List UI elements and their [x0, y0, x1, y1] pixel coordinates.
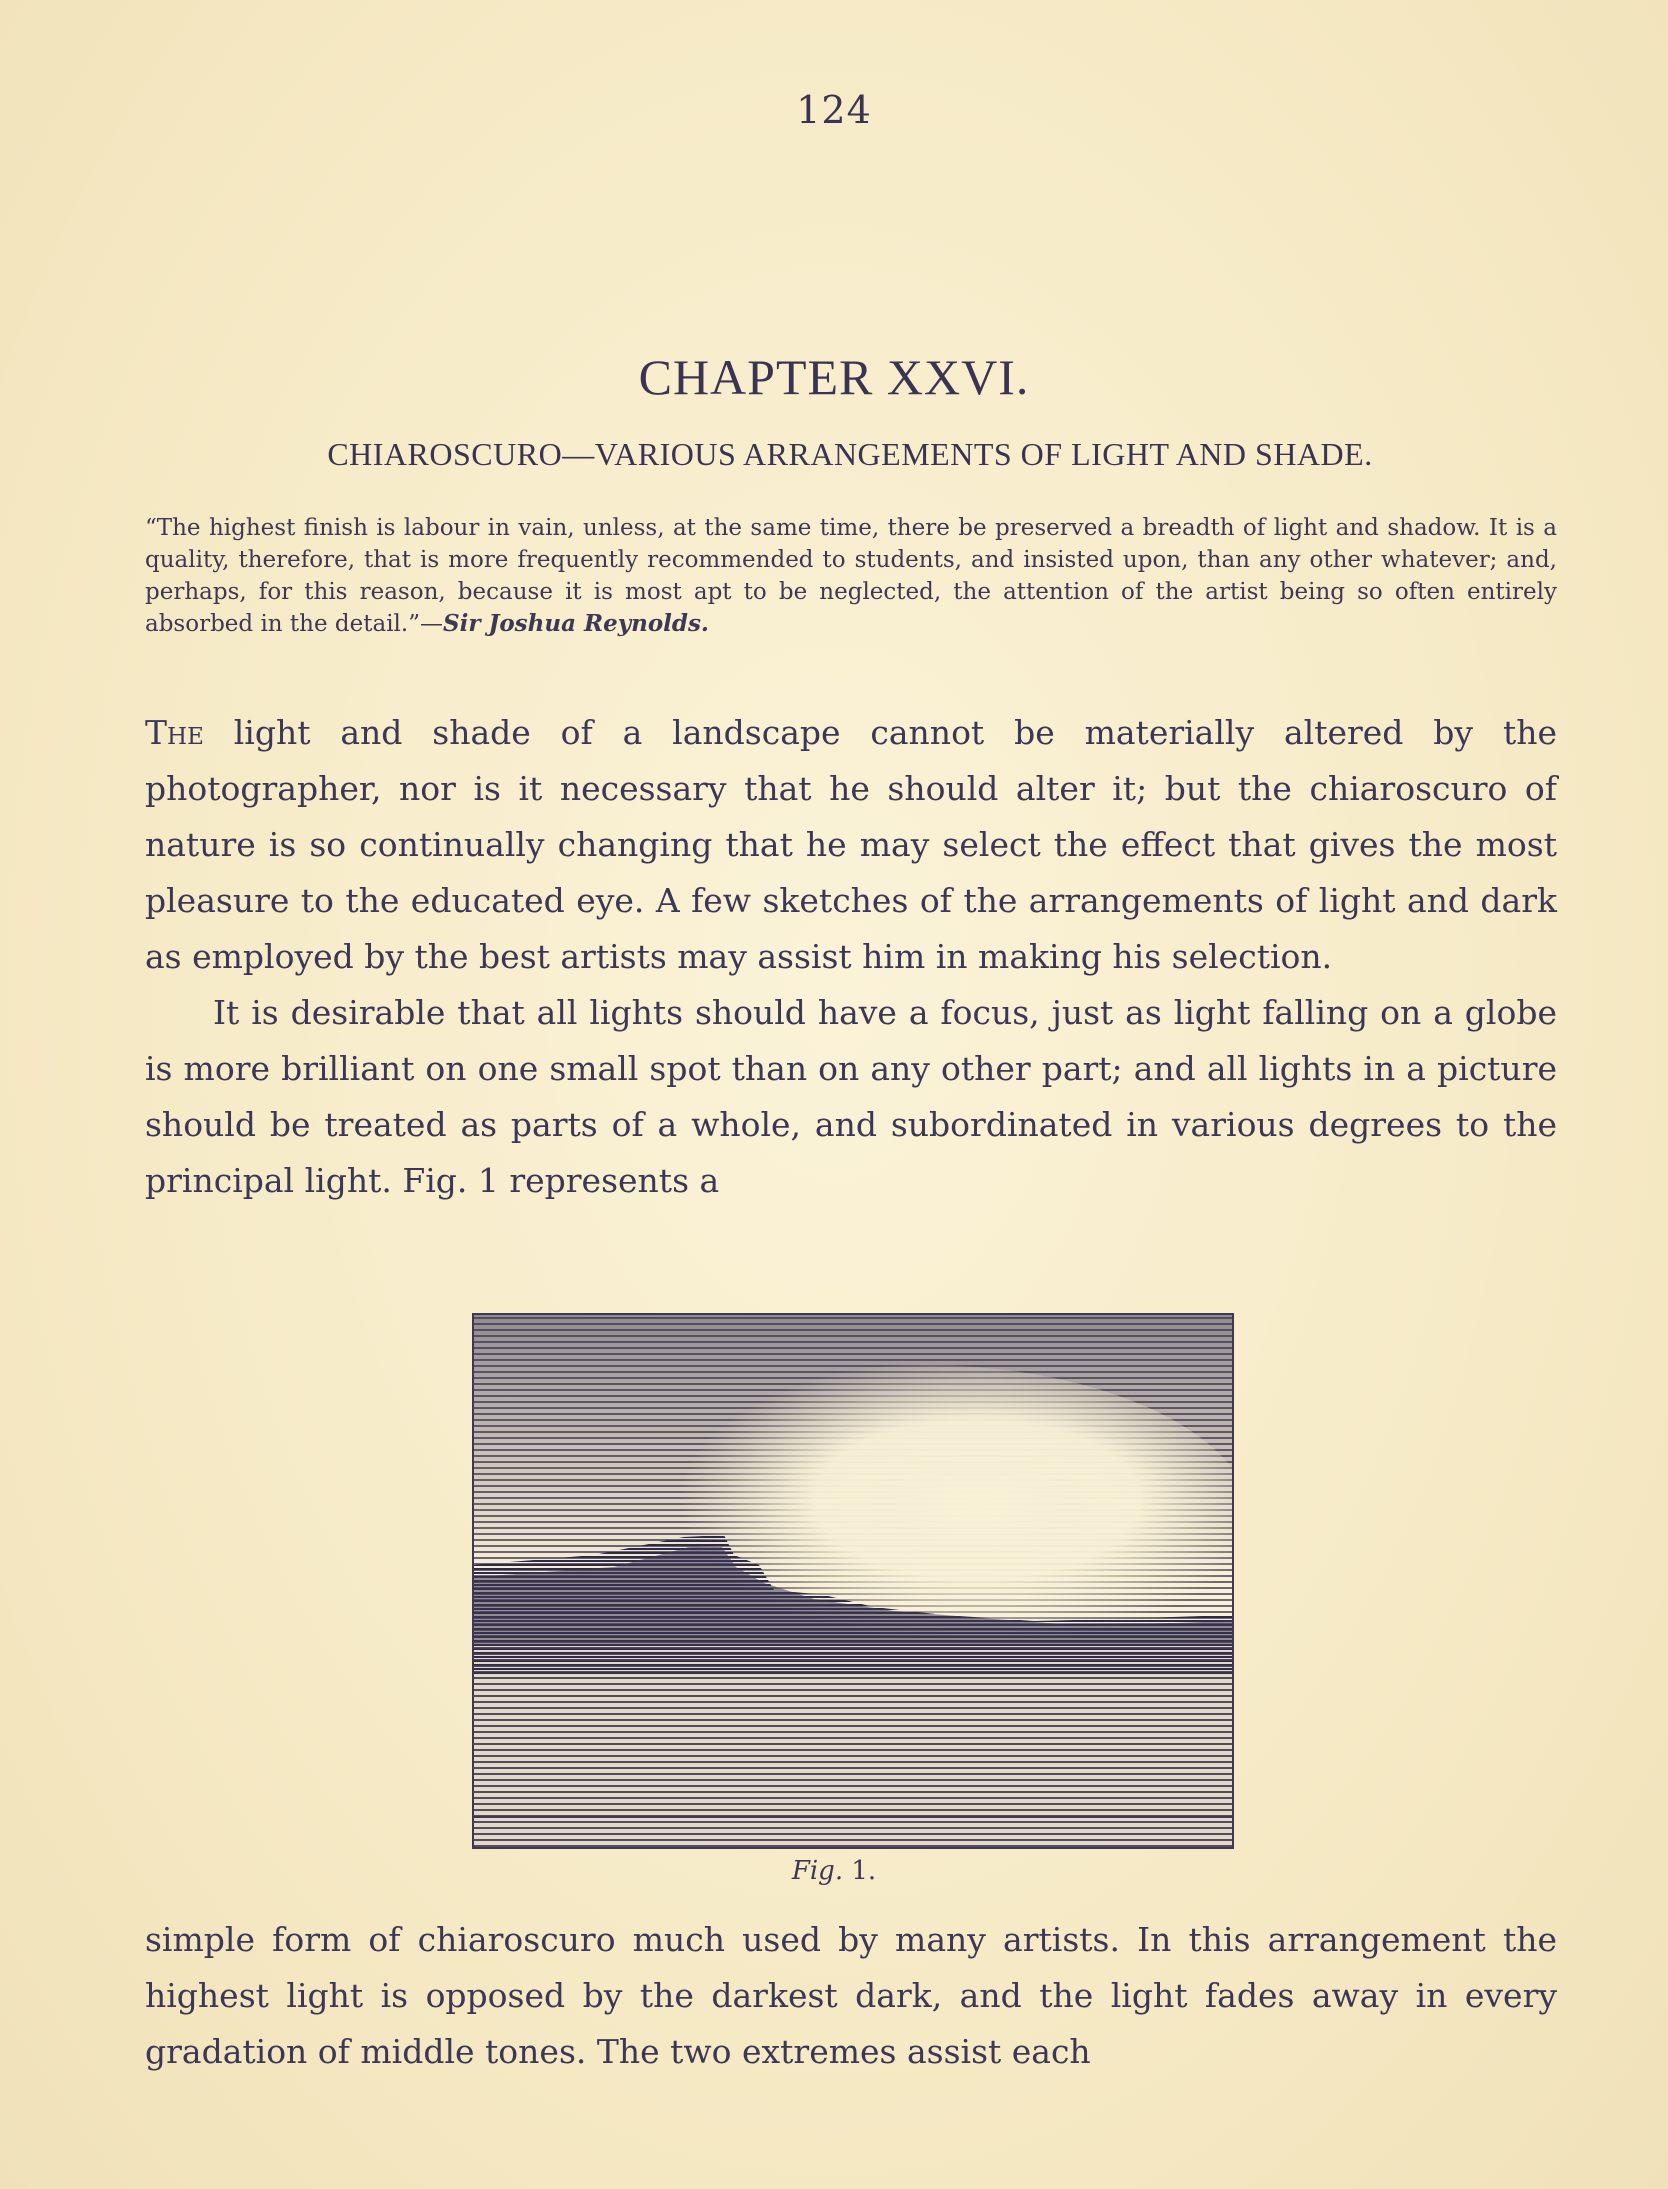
page-number: 124	[796, 88, 872, 132]
paragraph-1-text: light and shade of a landscape cannot be materially altered by the photographer, nor is it necessary that he should alter it; but the chiaroscuro of nature is so continually changing that he may select the effect that gives the most pleasure to the educated eye. A few sketches of the arrangements of light and dark as employed by the best artists may assist him in making his selection.	[145, 713, 1557, 976]
figure-caption-number: 1.	[851, 1856, 877, 1886]
paragraph-2: It is desirable that all lights should have a focus, just as light falling on a globe is more brilliant on one small spot than on any other part; and all lights in a picture should be treated as parts of a whole, and subordinated in various degrees to the principal light. Fig. 1 represents a	[145, 993, 1557, 1200]
epigraph-attribution: Sir Joshua Reynolds.	[442, 610, 709, 637]
epigraph-quote: “The highest finish is labour in vain, unless, at the same time, there be preserved a breadth of light and shadow. It is a quality, therefore, that is more frequently recommended to students, and insisted upon, than any other whatever; and, perhaps, for this reason, because it is most apt to be neglected, the attention of the artist being so often entirely absorbed in the detail.”—	[145, 515, 1557, 637]
body-text-top	[145, 705, 1557, 1209]
chapter-subtitle: CHIAROSCURO—VARIOUS ARRANGEMENTS OF LIGHT AND SHADE.	[327, 436, 1373, 472]
paragraph-1-lead: The	[145, 713, 204, 752]
chapter-title: CHAPTER XXVI.	[638, 349, 1030, 405]
paragraph-3: simple form of chiaroscuro much used by many artists. In this arrangement the highest light is opposed by the darkest dark, and the light fades away in every gradation of middle tones. The two extremes assist each	[145, 1920, 1557, 2071]
figure-1-engraving	[472, 1313, 1234, 1849]
paragraph-1	[145, 705, 1557, 985]
figure-caption	[0, 1856, 1668, 1886]
landscape-engraving-image	[474, 1315, 1232, 1847]
body-text-bottom	[145, 1912, 1557, 2080]
figure-caption-label: Fig.	[791, 1856, 844, 1886]
epigraph	[145, 512, 1557, 640]
